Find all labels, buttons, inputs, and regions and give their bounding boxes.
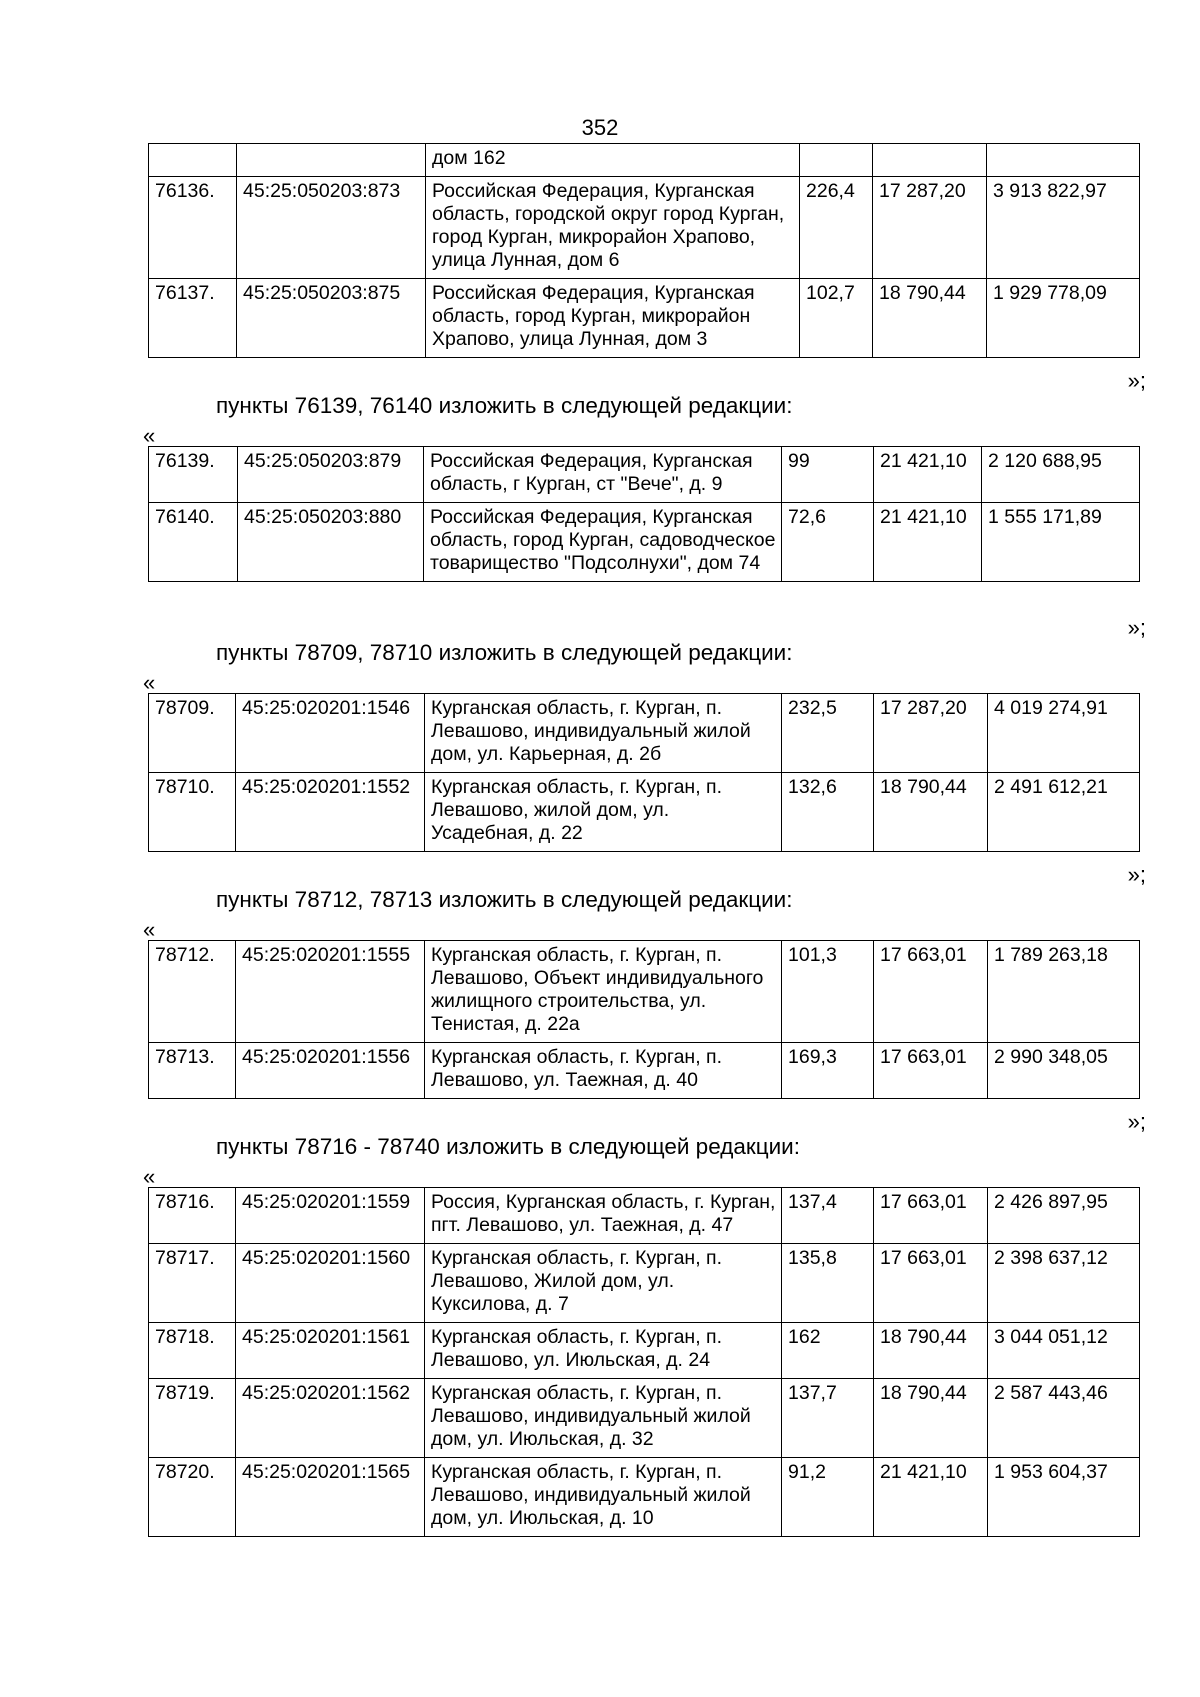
cadastral-value-cell: 2 990 348,05 [988, 1043, 1140, 1099]
cadastral-value-cell: 2 426 897,95 [988, 1188, 1140, 1244]
address-cell: дом 162 [426, 144, 800, 177]
opening-quote: « [143, 670, 156, 695]
table-row [149, 503, 1140, 582]
address-cell: Курганская область, г. Курган, п. Левашово, индивидуальный жилой дом, ул. Июльская, д. 32 [425, 1379, 782, 1458]
cadastral-value-cell [987, 144, 1140, 177]
address-cell: Курганская область, г. Курган, п. Левашово, жилой дом, ул. Усадебная, д. 22 [425, 773, 782, 852]
table-row [149, 279, 1140, 358]
cadastral-table [148, 1187, 1140, 1537]
cadastral-value-cell: 2 587 443,46 [988, 1379, 1140, 1458]
cadastral-number-cell: 45:25:050203:879 [238, 447, 424, 503]
cadastral-value-cell: 1 929 778,09 [987, 279, 1140, 358]
unit-value-cell: 21 421,10 [874, 503, 982, 582]
closing-quote: »; [1127, 862, 1146, 887]
cadastral-number-cell: 45:25:050203:875 [237, 279, 426, 358]
area-cell: 72,6 [782, 503, 874, 582]
item-number-cell: 78709. [149, 694, 236, 773]
cadastral-number-cell: 45:25:020201:1562 [236, 1379, 425, 1458]
closing-quote: »; [1127, 1109, 1146, 1134]
amendment-instruction: пункты 78716 - 78740 изложить в следующей редакции: [216, 1134, 800, 1159]
opening-quote: « [143, 423, 156, 448]
item-number-cell: 76140. [149, 503, 238, 582]
cadastral-table [148, 143, 1140, 358]
unit-value-cell: 18 790,44 [873, 279, 987, 358]
cadastral-value-cell: 3 913 822,97 [987, 177, 1140, 279]
area-cell: 169,3 [782, 1043, 874, 1099]
item-number-cell: 76139. [149, 447, 238, 503]
cadastral-table [148, 446, 1140, 582]
address-cell: Курганская область, г. Курган, п. Левашово, индивидуальный жилой дом, ул. Июльская, д. 10 [425, 1458, 782, 1537]
unit-value-cell: 18 790,44 [874, 1379, 988, 1458]
cadastral-number-cell: 45:25:050203:873 [237, 177, 426, 279]
unit-value-cell: 17 663,01 [874, 1244, 988, 1323]
address-cell: Курганская область, г. Курган, п. Левашово, Объект индивидуального жилищного строительства, ул. Тенистая, д. 22а [425, 941, 782, 1043]
cadastral-number-cell: 45:25:020201:1546 [236, 694, 425, 773]
address-cell: Курганская область, г. Курган, п. Левашово, Жилой дом, ул. Куксилова, д. 7 [425, 1244, 782, 1323]
item-number-cell: 78716. [149, 1188, 236, 1244]
cadastral-table [148, 940, 1140, 1099]
area-cell: 91,2 [782, 1458, 874, 1537]
amendment-instruction: пункты 78712, 78713 изложить в следующей редакции: [216, 887, 793, 912]
address-cell: Российская Федерация, Курганская область, город Курган, садоводческое товарищество "Подсолнухи", дом 74 [424, 503, 782, 582]
cadastral-value-cell: 1 789 263,18 [988, 941, 1140, 1043]
cadastral-number-cell: 45:25:020201:1559 [236, 1188, 425, 1244]
item-number-cell: 78710. [149, 773, 236, 852]
cadastral-number-cell: 45:25:020201:1556 [236, 1043, 425, 1099]
area-cell [800, 144, 873, 177]
table-row [149, 1043, 1140, 1099]
item-number-cell: 76136. [149, 177, 237, 279]
amendment-instruction: пункты 76139, 76140 изложить в следующей редакции: [216, 393, 793, 418]
cadastral-value-cell: 2 491 612,21 [988, 773, 1140, 852]
cadastral-number-cell: 45:25:020201:1561 [236, 1323, 425, 1379]
area-cell: 135,8 [782, 1244, 874, 1323]
page-number: 352 [581, 115, 619, 140]
area-cell: 101,3 [782, 941, 874, 1043]
item-number-cell: 78717. [149, 1244, 236, 1323]
area-cell: 232,5 [782, 694, 874, 773]
address-cell: Российская Федерация, Курганская область, город Курган, микрорайон Храпово, улица Лунная, дом 3 [426, 279, 800, 358]
unit-value-cell [873, 144, 987, 177]
cadastral-number-cell: 45:25:050203:880 [238, 503, 424, 582]
table-row [149, 941, 1140, 1043]
cadastral-table [148, 693, 1140, 852]
item-number-cell: 78712. [149, 941, 236, 1043]
table-row [149, 1244, 1140, 1323]
closing-quote: »; [1127, 615, 1146, 640]
table-row [149, 1379, 1140, 1458]
unit-value-cell: 18 790,44 [874, 1323, 988, 1379]
cadastral-value-cell: 1 555 171,89 [982, 503, 1140, 582]
address-cell: Курганская область, г. Курган, п. Левашово, ул. Июльская, д. 24 [425, 1323, 782, 1379]
cadastral-value-cell: 3 044 051,12 [988, 1323, 1140, 1379]
opening-quote: « [143, 1164, 156, 1189]
cadastral-number-cell: 45:25:020201:1555 [236, 941, 425, 1043]
item-number-cell: 78720. [149, 1458, 236, 1537]
area-cell: 162 [782, 1323, 874, 1379]
cadastral-number-cell: 45:25:020201:1565 [236, 1458, 425, 1537]
address-cell: Россия, Курганская область, г. Курган, пгт. Левашово, ул. Таежная, д. 47 [425, 1188, 782, 1244]
table-row [149, 1323, 1140, 1379]
cadastral-number-cell: 45:25:020201:1560 [236, 1244, 425, 1323]
amendment-instruction: пункты 78709, 78710 изложить в следующей редакции: [216, 640, 793, 665]
unit-value-cell: 17 663,01 [874, 1188, 988, 1244]
table-row [149, 1188, 1140, 1244]
table-row [149, 694, 1140, 773]
unit-value-cell: 17 287,20 [874, 694, 988, 773]
cadastral-value-cell: 2 120 688,95 [982, 447, 1140, 503]
cadastral-value-cell: 4 019 274,91 [988, 694, 1140, 773]
opening-quote: « [143, 917, 156, 942]
table-row [149, 773, 1140, 852]
cadastral-number-cell [237, 144, 426, 177]
address-cell: Российская Федерация, Курганская область, г Курган, ст "Вече", д. 9 [424, 447, 782, 503]
area-cell: 132,6 [782, 773, 874, 852]
item-number-cell: 78718. [149, 1323, 236, 1379]
closing-quote: »; [1127, 368, 1146, 393]
table-row [149, 1458, 1140, 1537]
table-row [149, 447, 1140, 503]
table-row [149, 177, 1140, 279]
unit-value-cell: 18 790,44 [874, 773, 988, 852]
unit-value-cell: 17 287,20 [873, 177, 987, 279]
cadastral-value-cell: 1 953 604,37 [988, 1458, 1140, 1537]
item-number-cell: 78713. [149, 1043, 236, 1099]
unit-value-cell: 21 421,10 [874, 1458, 988, 1537]
area-cell: 226,4 [800, 177, 873, 279]
cadastral-value-cell: 2 398 637,12 [988, 1244, 1140, 1323]
area-cell: 102,7 [800, 279, 873, 358]
unit-value-cell: 17 663,01 [874, 1043, 988, 1099]
address-cell: Курганская область, г. Курган, п. Левашово, ул. Таежная, д. 40 [425, 1043, 782, 1099]
address-cell: Российская Федерация, Курганская область, городской округ город Курган, город Курган, микрорайон Храпово, улица Лунная, дом 6 [426, 177, 800, 279]
address-cell: Курганская область, г. Курган, п. Левашово, индивидуальный жилой дом, ул. Карьерная, д. 2б [425, 694, 782, 773]
item-number-cell: 78719. [149, 1379, 236, 1458]
cadastral-number-cell: 45:25:020201:1552 [236, 773, 425, 852]
unit-value-cell: 21 421,10 [874, 447, 982, 503]
item-number-cell: 76137. [149, 279, 237, 358]
area-cell: 99 [782, 447, 874, 503]
item-number-cell [149, 144, 237, 177]
area-cell: 137,4 [782, 1188, 874, 1244]
unit-value-cell: 17 663,01 [874, 941, 988, 1043]
table-row [149, 144, 1140, 177]
area-cell: 137,7 [782, 1379, 874, 1458]
